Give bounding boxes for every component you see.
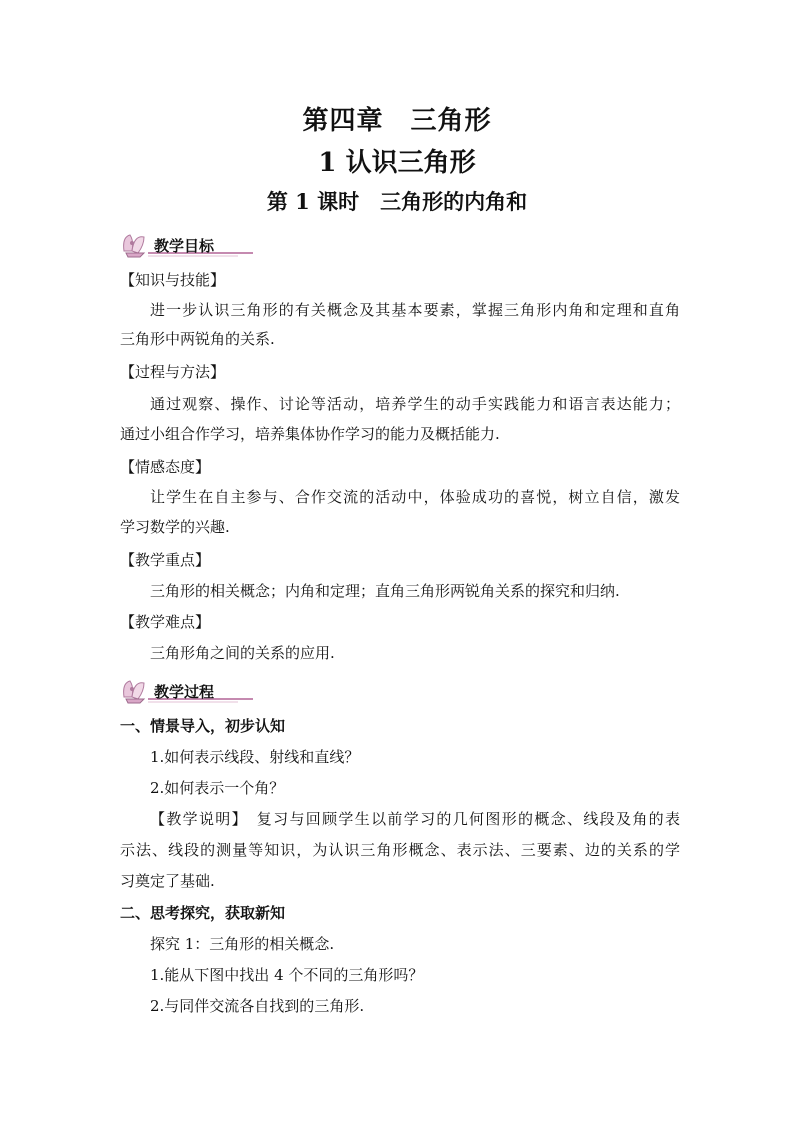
part1-question-2: 2.如何表示一个角？ — [150, 779, 285, 797]
key-points-text: 三角形的相关概念；内角和定理；直角三角形两锐角关系的探究和归纳. — [150, 582, 620, 600]
knowledge-label: 【知识与技能】 — [120, 271, 226, 289]
process-text-1: 通过观察、操作、讨论等活动，培养学生的动手实践能力和语言表达能力； — [150, 395, 680, 413]
part2-title: 二、思考探究，获取新知 — [120, 904, 286, 922]
part1-question-1: 1.如何表示线段、射线和直线？ — [150, 748, 360, 766]
process-label: 【过程与方法】 — [120, 363, 226, 381]
difficulties-text: 三角形角之间的关系的应用. — [150, 644, 335, 662]
section-title: 1 认识三角形 — [318, 148, 476, 178]
part2-question-1: 1.能从下图中找出 4 个不同的三角形吗？ — [150, 966, 424, 984]
lesson-title: 第 1 课时 三角形的内角和 — [266, 189, 528, 214]
key-points-label: 【教学重点】 — [120, 551, 211, 569]
chapter-title: 第四章 三角形 — [302, 106, 492, 136]
emotion-text-1: 让学生在自主参与、合作交流的活动中，体验成功的喜悦，树立自信，激发 — [150, 488, 680, 506]
difficulties-label: 【教学难点】 — [120, 613, 211, 631]
part2-question-2: 2.与同伴交流各自找到的三角形. — [150, 997, 365, 1015]
part1-note-1: 【教学说明】 复习与回顾学生以前学习的几何图形的概念、线段及角的表 — [150, 810, 680, 828]
objectives-heading: 教学目标 — [118, 231, 268, 259]
emotion-label: 【情感态度】 — [120, 458, 211, 476]
process-heading: 教学过程 — [118, 677, 268, 705]
emotion-text-2: 学习数学的兴趣. — [120, 518, 230, 536]
knowledge-text-1: 进一步认识三角形的有关概念及其基本要素，掌握三角形内角和定理和直角 — [150, 301, 680, 319]
part1-note-2: 示法、线段的测量等知识，为认识三角形概念、表示法、三要素、边的关系的学 — [120, 841, 680, 859]
knowledge-text-2: 三角形中两锐角的关系. — [120, 330, 275, 348]
part1-title: 一、情景导入，初步认知 — [120, 717, 286, 735]
process-text-2: 通过小组合作学习，培养集体协作学习的能力及概括能力. — [120, 425, 500, 443]
part2-explore-1: 探究 1：三角形的相关概念. — [150, 935, 335, 953]
part1-note-3: 习奠定了基础. — [120, 872, 215, 890]
